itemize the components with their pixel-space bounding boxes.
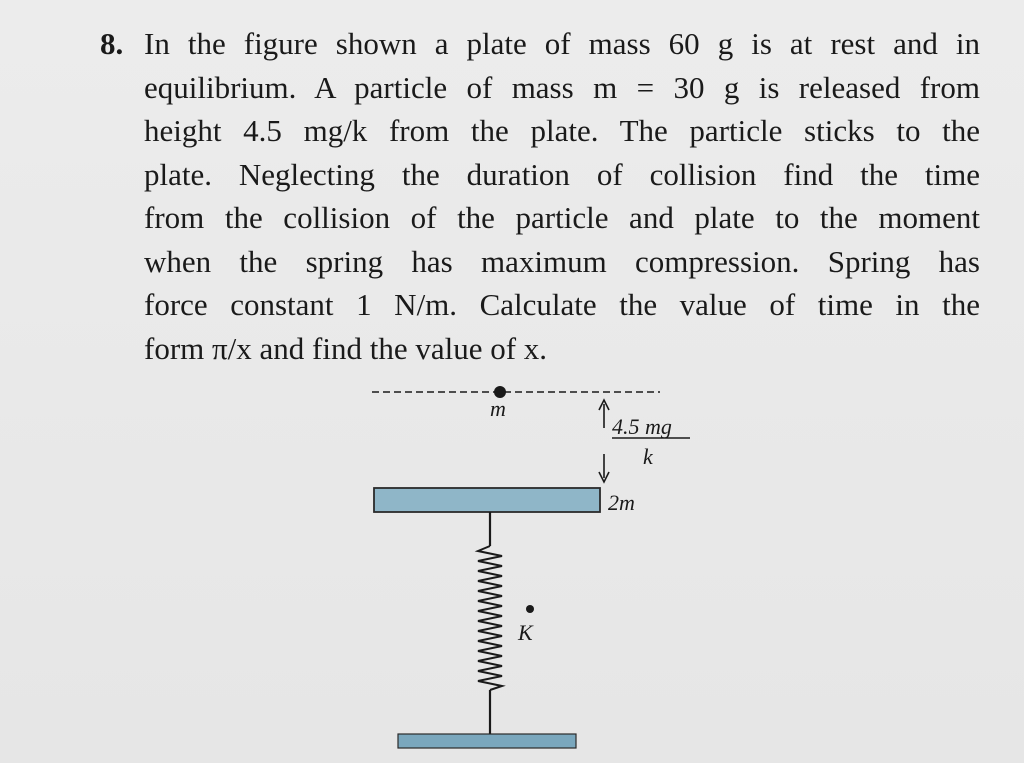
ground-base <box>398 734 576 748</box>
question-line-3: height 4.5 mg/k from the plate. The particle sticks to the <box>144 113 980 148</box>
plate <box>374 488 600 512</box>
height-denominator: k <box>643 444 653 469</box>
spring-coils <box>478 546 502 690</box>
particle-label: m <box>490 396 506 421</box>
spring-plate-figure <box>360 378 700 758</box>
question-number: 8. <box>100 26 124 61</box>
spring-constant-label: K <box>518 620 533 645</box>
question-line-5: from the collision of the particle and plate to the moment <box>144 200 980 235</box>
question-line-7: force constant 1 N/m. Calculate the value of time in the <box>144 287 980 322</box>
plate-mass-label: 2m <box>608 490 635 515</box>
question-line-8: form π/x and find the value of x. <box>144 330 548 366</box>
question-block <box>100 22 980 370</box>
question-line-1: In the figure shown a plate of mass 60 g is at rest and in <box>144 26 980 61</box>
height-arrow <box>599 400 609 482</box>
spring-label-dot <box>526 605 534 613</box>
height-numerator: 4.5 mg <box>612 414 672 439</box>
question-line-2: equilibrium. A particle of mass m = 30 g is released from <box>144 69 980 105</box>
question-text <box>144 22 980 370</box>
question-line-6: when the spring has maximum compression. Spring has <box>144 243 980 279</box>
question-line-4: plate. Neglecting the duration of collision find the time <box>144 156 980 192</box>
